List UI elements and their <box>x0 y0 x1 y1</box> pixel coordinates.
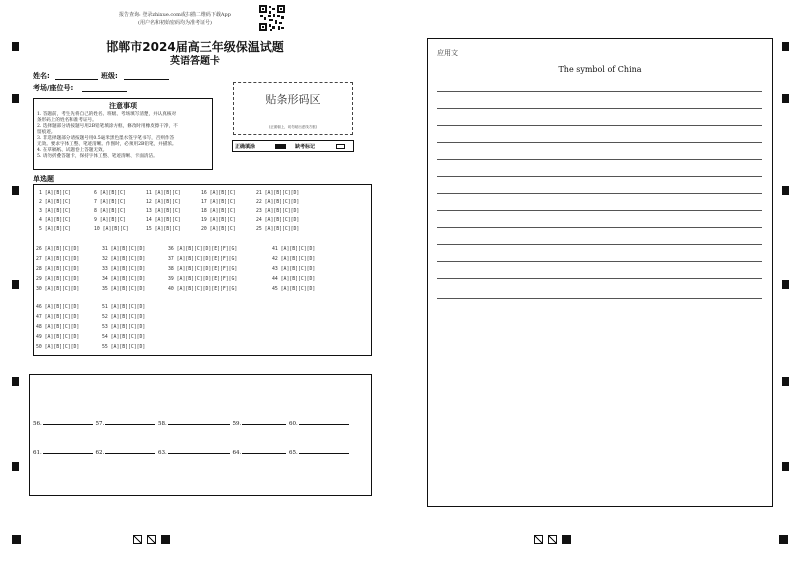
alignment-mark <box>782 42 789 51</box>
mcq-item[interactable]: 6 [A][B][C] <box>94 191 126 196</box>
alignment-mark <box>12 462 19 471</box>
blank-line[interactable] <box>242 448 286 454</box>
writing-line[interactable] <box>437 108 762 109</box>
barcode-note: (正面朝上，切勿贴出虚线方框) <box>268 125 318 129</box>
mcq-item[interactable]: 3 [A][B][C] <box>39 209 71 214</box>
mcq-item[interactable]: 21 [A][B][C][D] <box>256 191 300 196</box>
mcq-item[interactable]: 28 [A][B][C][D] <box>36 267 80 272</box>
mcq-item[interactable]: 49 [A][B][C][D] <box>36 335 80 340</box>
writing-line[interactable] <box>437 176 762 177</box>
mcq-item[interactable]: 44 [A][B][C][D] <box>272 277 316 282</box>
mcq-item[interactable]: 25 [A][B][C][D] <box>256 227 300 232</box>
blank-number: 59. <box>232 421 242 427</box>
alignment-mark <box>12 186 19 195</box>
fill-blank-row <box>33 419 350 427</box>
blank-number: 65. <box>289 450 298 456</box>
mcq-item[interactable]: 32 [A][B][C][D] <box>102 257 146 262</box>
mcq-item[interactable]: 48 [A][B][C][D] <box>36 325 80 330</box>
absent-mark-label: 缺考标记 <box>295 144 316 150</box>
mcq-item[interactable]: 16 [A][B][C] <box>201 191 236 196</box>
alignment-mark <box>12 377 19 386</box>
page-code-mark <box>161 535 170 544</box>
mcq-item[interactable]: 29 [A][B][C][D] <box>36 277 80 282</box>
fill-blank-row <box>33 448 350 456</box>
blank-line[interactable] <box>105 419 155 425</box>
notice-line: 3. 非选择题部分请按题号用0.5毫米黑色墨水签字笔书写，否则作答 <box>37 136 175 141</box>
blank-line[interactable] <box>242 419 286 425</box>
blank-line[interactable] <box>43 419 93 425</box>
blank-number: 58. <box>158 421 167 427</box>
writing-line[interactable] <box>437 91 762 92</box>
mcq-item[interactable]: 47 [A][B][C][D] <box>36 315 80 320</box>
exam-title: 邯郸市2024届高三年级保温试题 <box>106 40 284 54</box>
alignment-mark <box>782 280 789 289</box>
writing-line[interactable] <box>437 244 762 245</box>
fill-legend <box>232 140 354 152</box>
mcq-item[interactable]: 27 [A][B][C][D] <box>36 257 80 262</box>
alignment-mark <box>12 94 19 103</box>
qr-code-icon <box>259 5 285 31</box>
writing-line[interactable] <box>437 142 762 143</box>
mcq-item[interactable]: 41 [A][B][C][D] <box>272 247 316 252</box>
mcq-item[interactable]: 30 [A][B][C][D] <box>36 287 80 292</box>
barcode-area <box>233 82 353 135</box>
mcq-item[interactable]: 45 [A][B][C][D] <box>272 287 316 292</box>
mcq-item[interactable]: 33 [A][B][C][D] <box>102 267 146 272</box>
mcq-item[interactable]: 7 [A][B][C] <box>94 200 126 205</box>
mcq-item[interactable]: 15 [A][B][C] <box>146 227 181 232</box>
writing-line[interactable] <box>437 298 762 299</box>
notice-line: 5. 请勿折叠答题卡，保持字体工整、笔迹清晰、卡面清洁。 <box>37 154 158 159</box>
correct-fill-label: 正确填涂 <box>235 144 256 150</box>
class-label: 班级: <box>101 72 118 80</box>
notice-line: 无效。要求字体工整、笔迹清晰。作图时，必须用2B铅笔，并描浓。 <box>37 142 177 147</box>
mcq-item[interactable]: 36 [A][B][C][D][E][F][G] <box>168 247 238 252</box>
mcq-item[interactable]: 31 [A][B][C][D] <box>102 247 146 252</box>
name-field[interactable] <box>55 79 98 80</box>
notice-line: 2. 选择题部分请按题号用2B铅笔填涂方框，修改时用橡皮擦干净，不 <box>37 124 178 129</box>
blank-number: 61. <box>33 450 42 456</box>
exam-subtitle: 英语答题卡 <box>170 56 220 67</box>
report-note: 报告查询: 登录zhixue.com或扫描二维码下载App <box>119 12 231 18</box>
alignment-mark <box>782 94 789 103</box>
mcq-item[interactable]: 42 [A][B][C][D] <box>272 257 316 262</box>
mcq-item[interactable]: 9 [A][B][C] <box>94 218 126 223</box>
mcq-item[interactable]: 11 [A][B][C] <box>146 191 181 196</box>
alignment-mark <box>782 186 789 195</box>
blank-number: 57. <box>95 421 105 427</box>
seat-field[interactable] <box>82 91 127 92</box>
mcq-item[interactable]: 1 [A][B][C] <box>39 191 71 196</box>
page-code-mark <box>562 535 571 544</box>
mcq-item[interactable]: 23 [A][B][C][D] <box>256 209 300 214</box>
mcq-item[interactable]: 55 [A][B][C][D] <box>102 345 146 350</box>
mcq-item[interactable]: 26 [A][B][C][D] <box>36 247 80 252</box>
mcq-item[interactable]: 17 [A][B][C] <box>201 200 236 205</box>
alignment-mark <box>12 280 19 289</box>
corner-mark <box>12 535 21 544</box>
seat-label: 考场/座位号: <box>33 84 74 92</box>
mcq-item[interactable]: 4 [A][B][C] <box>39 218 71 223</box>
writing-line[interactable] <box>437 159 762 160</box>
blank-line[interactable] <box>299 448 349 454</box>
mcq-item[interactable]: 50 [A][B][C][D] <box>36 345 80 350</box>
writing-line[interactable] <box>437 193 762 194</box>
mcq-item[interactable]: 24 [A][B][C][D] <box>256 218 300 223</box>
writing-line[interactable] <box>437 261 762 262</box>
mcq-item[interactable]: 39 [A][B][C][D][E][F][G] <box>168 277 238 282</box>
mcq-item[interactable]: 22 [A][B][C][D] <box>256 200 300 205</box>
writing-title: The symbol of China <box>558 65 642 74</box>
alignment-mark <box>782 377 789 386</box>
mcq-item[interactable]: 14 [A][B][C] <box>146 218 181 223</box>
mcq-item[interactable]: 34 [A][B][C][D] <box>102 277 146 282</box>
mcq-item[interactable]: 2 [A][B][C] <box>39 200 71 205</box>
page-code-mark <box>133 535 142 544</box>
writing-line[interactable] <box>437 210 762 211</box>
absent-mark-box[interactable] <box>336 144 345 149</box>
mcq-item[interactable]: 37 [A][B][C][D][E][F][G] <box>168 257 238 262</box>
mcq-item[interactable]: 51 [A][B][C][D] <box>102 305 146 310</box>
alignment-mark <box>782 462 789 471</box>
mcq-item[interactable]: 43 [A][B][C][D] <box>272 267 316 272</box>
mcq-item[interactable]: 5 [A][B][C] <box>39 227 71 232</box>
blank-line[interactable] <box>168 448 230 454</box>
mcq-item[interactable]: 53 [A][B][C][D] <box>102 325 146 330</box>
writing-line[interactable] <box>437 227 762 228</box>
report-note-sub: (用户名和初始密码均为准考证号) <box>138 20 212 26</box>
blank-number: 56. <box>33 421 42 427</box>
mcq-item[interactable]: 20 [A][B][C] <box>201 227 236 232</box>
page-code-mark <box>548 535 557 544</box>
blank-number: 63. <box>158 450 167 456</box>
writing-line[interactable] <box>437 278 762 279</box>
mcq-item[interactable]: 18 [A][B][C] <box>201 209 236 214</box>
mcq-section-label: 单选题 <box>33 175 54 183</box>
blank-line[interactable] <box>299 419 349 425</box>
class-field[interactable] <box>124 79 169 80</box>
mcq-item[interactable]: 35 [A][B][C][D] <box>102 287 146 292</box>
notice-box <box>33 98 213 170</box>
notice-line: 条形码上的姓名和准考证号。 <box>37 118 97 123</box>
alignment-mark <box>12 42 19 51</box>
correct-fill-sample <box>275 144 286 149</box>
mcq-item[interactable]: 19 [A][B][C] <box>201 218 236 223</box>
blank-line[interactable] <box>168 419 230 425</box>
name-label: 姓名: <box>33 72 50 80</box>
blank-number: 60. <box>289 421 298 427</box>
blank-number: 64. <box>232 450 242 456</box>
notice-title: 注意事项 <box>109 102 137 110</box>
mcq-item[interactable]: 46 [A][B][C][D] <box>36 305 80 310</box>
mcq-box <box>33 184 372 356</box>
writing-line[interactable] <box>437 125 762 126</box>
page-code-mark <box>534 535 543 544</box>
notice-line: 4. 在草稿纸、试题卷上答题无效。 <box>37 148 108 153</box>
blank-number: 62. <box>95 450 105 456</box>
notice-line: 留痕迹。 <box>37 130 56 135</box>
mcq-item[interactable]: 8 [A][B][C] <box>94 209 126 214</box>
mcq-item[interactable]: 13 [A][B][C] <box>146 209 181 214</box>
fill-blank-box <box>29 374 372 496</box>
mcq-item[interactable]: 38 [A][B][C][D][E][F][G] <box>168 267 238 272</box>
page-code-mark <box>147 535 156 544</box>
writing-label: 应用文 <box>437 49 458 57</box>
mcq-item[interactable]: 12 [A][B][C] <box>146 200 181 205</box>
mcq-item[interactable]: 52 [A][B][C][D] <box>102 315 146 320</box>
blank-line[interactable] <box>43 448 93 454</box>
blank-line[interactable] <box>105 448 155 454</box>
barcode-title: 贴条形码区 <box>265 93 321 106</box>
notice-line: 1. 答题前，考生先将自己的姓名、班级、考场填写清楚，并认真核对 <box>37 112 177 117</box>
mcq-item[interactable]: 54 [A][B][C][D] <box>102 335 146 340</box>
mcq-item[interactable]: 10 [A][B][C] <box>94 227 129 232</box>
mcq-item[interactable]: 40 [A][B][C][D][E][F][G] <box>168 287 238 292</box>
corner-mark <box>779 535 788 544</box>
